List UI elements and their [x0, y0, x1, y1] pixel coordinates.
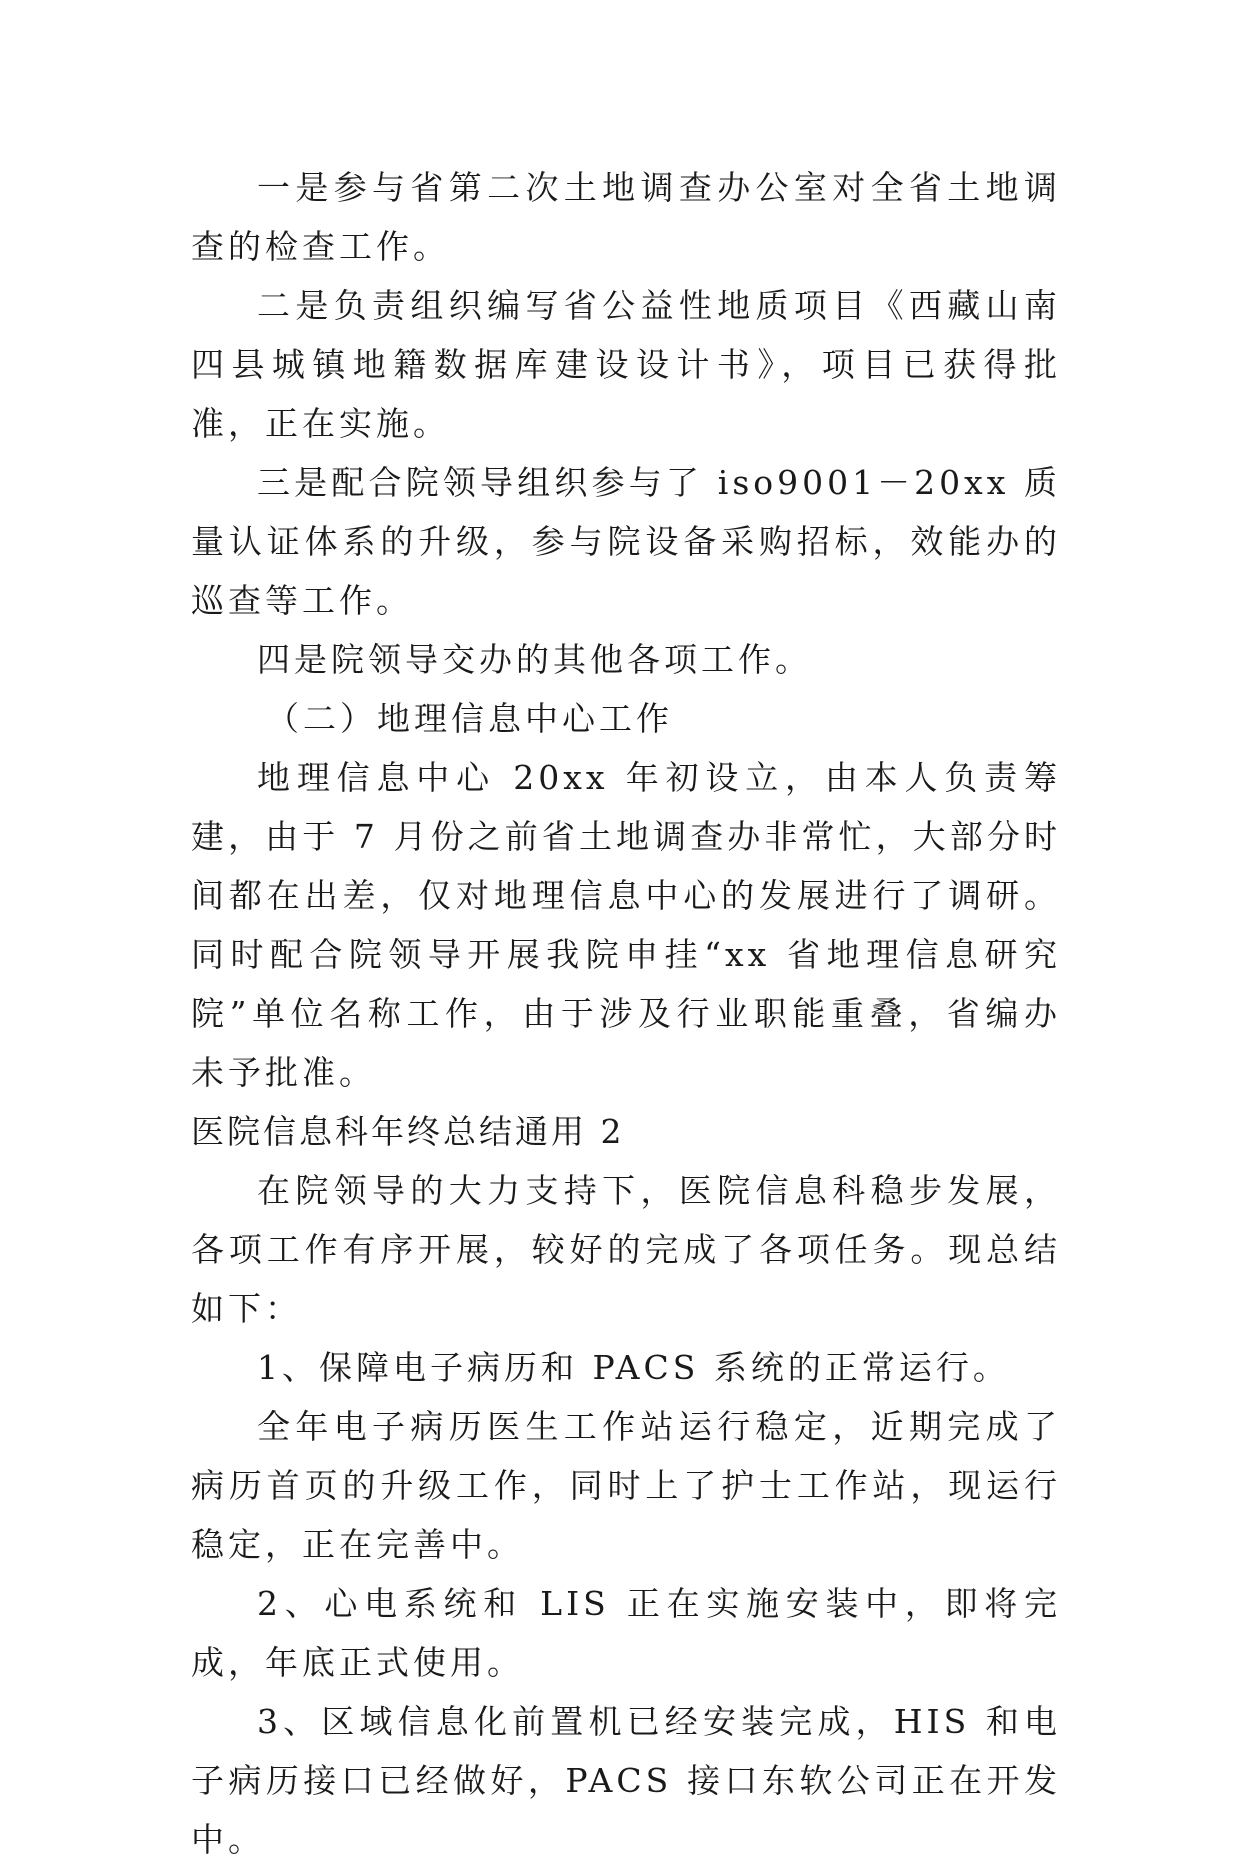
list-item-regional-informatization: 3、区域信息化前置机已经安装完成，HIS 和电子病历接口已经做好，PACS 接口东软公司正在开发中。	[191, 1702, 1061, 1859]
paragraph-geo-info-center: 地理信息中心 20xx 年初设立，由本人负责筹建，由于 7 月份之前省土地调查办非常忙，大部分时间都在出差，仅对地理信息中心的发展进行了调研。同时配合院领导开展我院申挂“xx 省地理信息研究院”单位名称工作，由于涉及行业职能重叠，省编办未予批准。	[191, 758, 1061, 1092]
list-item-ecg-lis: 2、心电系统和 LIS 正在实施安装中，即将完成，年底正式使用。	[191, 1584, 1061, 1682]
paragraph-cadastral-database-project: 二是负责组织编写省公益性地质项目《西藏山南四县城镇地籍数据库建设设计书》，项目已获得批准，正在实施。	[191, 286, 1061, 443]
paragraph-summary-intro: 在院领导的大力支持下，医院信息科稳步发展，各项工作有序开展，较好的完成了各项任务。现总结如下：	[191, 1171, 1061, 1328]
list-item-emr-pacs: 1、保障电子病历和 PACS 系统的正常运行。	[257, 1348, 1010, 1387]
subheading-geo-info-center: （二）地理信息中心工作	[266, 699, 673, 738]
paragraph-other-tasks: 四是院领导交办的其他各项工作。	[257, 640, 812, 679]
paragraph-emr-status: 全年电子病历医生工作站运行稳定，近期完成了病历首页的升级工作，同时上了护士工作站，现运行稳定，正在完善中。	[191, 1407, 1061, 1564]
paragraph-iso-certification: 三是配合院领导组织参与了 iso9001－20xx 质量认证体系的升级，参与院设备采购招标，效能办的巡查等工作。	[191, 463, 1061, 620]
section-title: 医院信息科年终总结通用 2	[191, 1112, 625, 1151]
document-body	[191, 158, 1061, 1869]
paragraph-land-survey-inspection: 一是参与省第二次土地调查办公室对全省土地调查的检查工作。	[191, 168, 1061, 266]
